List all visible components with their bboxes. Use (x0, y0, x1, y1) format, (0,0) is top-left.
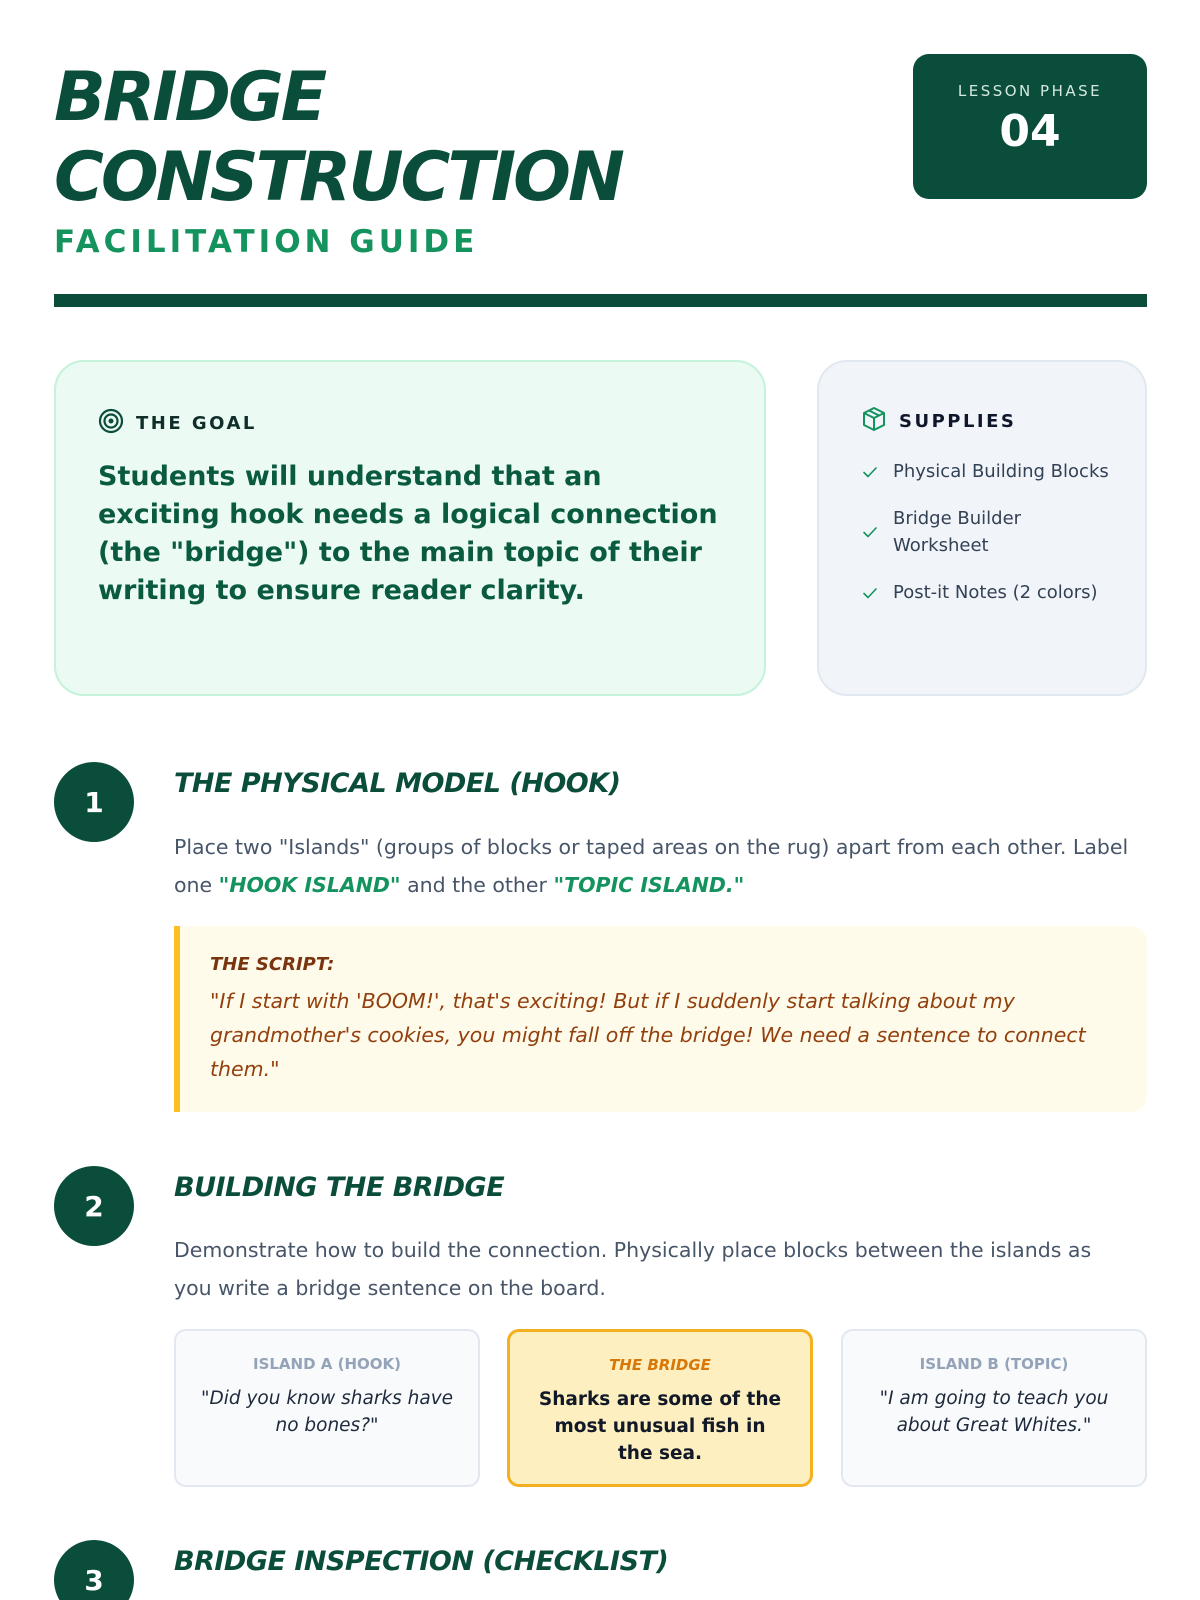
step-1-body (174, 828, 1134, 904)
lesson-phase-badge (913, 54, 1147, 199)
goal-label: THE GOAL (136, 412, 257, 434)
supply-item-label: Physical Building Blocks (893, 461, 1109, 482)
check-icon (861, 463, 879, 481)
target-icon (98, 408, 124, 438)
step-1-title: THE PHYSICAL MODEL (HOOK) (174, 768, 621, 799)
step-3-number: 3 (54, 1540, 134, 1600)
step-2-body: Demonstrate how to build the connection. Physically place blocks between the islands as you write a bridge sentence on the board. (174, 1238, 1092, 1300)
island-a-text: "Did you know sharks have no bones?" (200, 1388, 454, 1436)
supplies-card (817, 360, 1147, 696)
hook-island-highlight: "HOOK ISLAND" (218, 873, 401, 897)
supply-item-label: Post-it Notes (2 colors) (893, 582, 1098, 603)
island-b-card (841, 1329, 1147, 1487)
goal-text: Students will understand that an exciting hook needs a logical connection (the "bridge") to the main topic of their writing to ensure reader clarity. (98, 461, 718, 606)
list-item (861, 505, 1121, 559)
goal-card (54, 360, 766, 696)
island-a-card (174, 1329, 480, 1487)
step-3-title: BRIDGE INSPECTION (CHECKLIST) (174, 1546, 669, 1577)
script-callout (174, 926, 1147, 1112)
header-divider (54, 294, 1147, 307)
check-icon (861, 523, 879, 541)
lesson-phase-label: LESSON PHASE (957, 82, 1103, 100)
island-a-label: ISLAND A (HOOK) (252, 1355, 401, 1373)
supplies-header (861, 406, 1016, 436)
island-b-text: "I am going to teach you about Great Whites." (879, 1388, 1109, 1436)
list-item (861, 458, 1121, 485)
goal-header (98, 408, 257, 438)
facilitation-guide-page (54, 0, 1147, 1600)
step-1-body-text-2: and the other (400, 873, 554, 897)
step-2-number: 2 (54, 1166, 134, 1246)
topic-island-highlight: "TOPIC ISLAND." (553, 873, 745, 897)
title-line-1: BRIDGE (54, 58, 325, 137)
list-item (861, 579, 1121, 606)
bridge-text: Sharks are some of the most unusual fish in the sea. (538, 1389, 782, 1464)
step-1-body-text: Place two "Islands" (groups of blocks or taped areas on the rug) apart from each other. Label one (174, 835, 1129, 897)
script-label: THE SCRIPT: (210, 954, 335, 975)
supplies-label: SUPPLIES (899, 410, 1017, 432)
bridge-label: THE BRIDGE (609, 1356, 711, 1374)
script-text: "If I start with 'BOOM!', that's exciting! But if I suddenly start talking about my grandmother's cookies, you might fall off the bridge! We need a sentence to connect them." (210, 989, 1086, 1081)
title-line-2: CONSTRUCTION (54, 138, 622, 217)
islands-row (174, 1329, 1147, 1487)
lesson-phase-number: 04 (999, 106, 1061, 157)
page-subtitle: FACILITATION GUIDE (54, 224, 479, 260)
island-b-label: ISLAND B (TOPIC) (919, 1355, 1069, 1373)
bridge-card (507, 1329, 813, 1487)
step-2-title: BUILDING THE BRIDGE (174, 1172, 505, 1203)
box-icon (861, 406, 887, 436)
supplies-list (861, 458, 1121, 626)
step-1-number: 1 (54, 762, 134, 842)
check-icon (861, 584, 879, 602)
supply-item-label: Bridge Builder Worksheet (893, 508, 1022, 556)
page-title (54, 58, 622, 218)
